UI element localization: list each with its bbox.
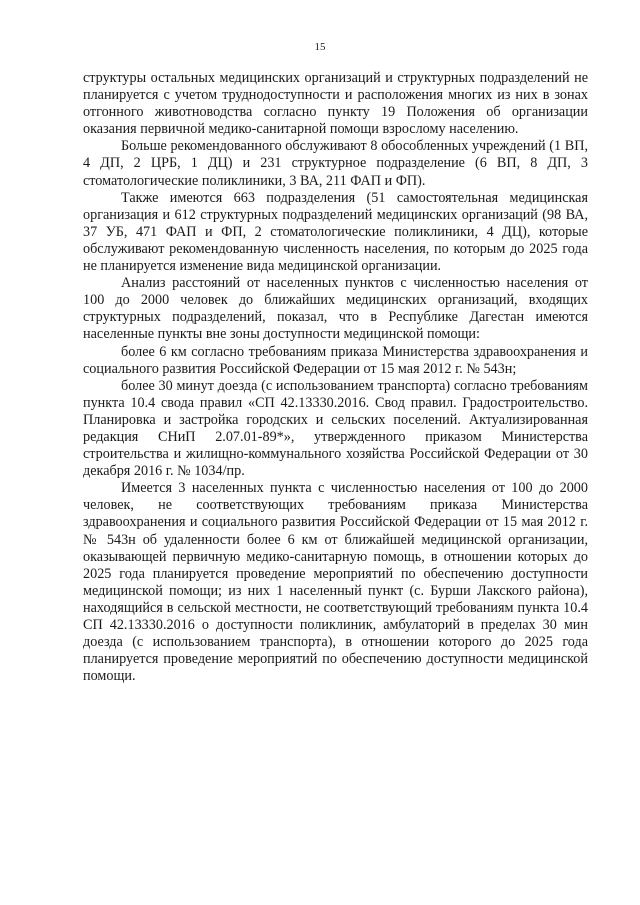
paragraph-continuation: структуры остальных медицинских организаций и структурных подразделений не планируется с учетом труднодоступности и расположения многих из них в зонах отгонного животноводства согласно пункту 19 Положения об организации оказания первичной медико-санитарной помощи взрослому населению. — [83, 70, 588, 138]
paragraph-distance-analysis: Анализ расстояний от населенных пунктов с численностью населения от 100 до 2000 человек до ближайших медицинских организаций, входящих структурных подразделений, показал, что в Республике Дагестан имеются населенные пункты вне зоны доступности медицинской помощи: — [83, 275, 588, 343]
paragraph-criterion-distance: более 6 км согласно требованиям приказа Министерства здравоохранения и социального развития Российской Федерации от 15 мая 2012 г. № 543н; — [83, 343, 588, 377]
paragraph-settlements: Имеется 3 населенных пункта с численностью населения от 100 до 2000 человек, не соответствующих требованиям приказа Министерства здравоохранения и социального развития Российской Федерации от 15 мая 2012 г. № 543н об удаленности более 6 км от ближайшей медицинской организации, оказывающей первичную медико-санитарную помощь, в отношении которых до 2025 года планируется проведение мероприятий по обеспечению доступности медицинской помощи; из них 1 населенный пункт (с. Бурши Лакского района), находящийся в сельской местности, не соответствующий требованиям пункта 10.4 СП 42.13330.2016 о доступности поликлиник, амбулаторий в пределах 30 мин доезда (с использованием транспорта), в отношении которого до 2025 года планируется проведение мероприятий по обеспечению доступности медицинской помощи. — [83, 480, 588, 685]
paragraph-subdivisions: Также имеются 663 подразделения (51 самостоятельная медицинская организация и 612 структурных подразделений медицинских организаций (98 ВА, 37 УБ, 471 ФАП и ФП, 2 стоматологические поликлиники, 4 ДЦ), которые обслуживают рекомендованную численность населения, по которым до 2025 года не планируется изменение вида медицинской организации. — [83, 189, 588, 275]
paragraph-criterion-travel-time: более 30 минут доезда (с использованием транспорта) согласно требованиям пункта 10.4 свода правил «СП 42.13330.2016. Свод правил. Градостроительство. Планировка и застройка городских и сельских поселений. Актуализированная редакция СНиП 2.07.01-89*», утвержденного приказом Министерства строительства и жилищно-коммунального хозяйства Российской Федерации от 30 декабря 2016 г. № 1034/пр. — [83, 377, 588, 480]
page-number: 15 — [314, 41, 326, 53]
paragraph-separate-institutions: Больше рекомендованного обслуживают 8 обособленных учреждений (1 ВП, 4 ДП, 2 ЦРБ, 1 ДЦ) и 231 структурное подразделение (6 ВП, 8 ДП, 3 стоматологические поликлиники, 3 ВА, 211 ФАП и ФП). — [83, 138, 588, 189]
document-body — [83, 70, 588, 685]
